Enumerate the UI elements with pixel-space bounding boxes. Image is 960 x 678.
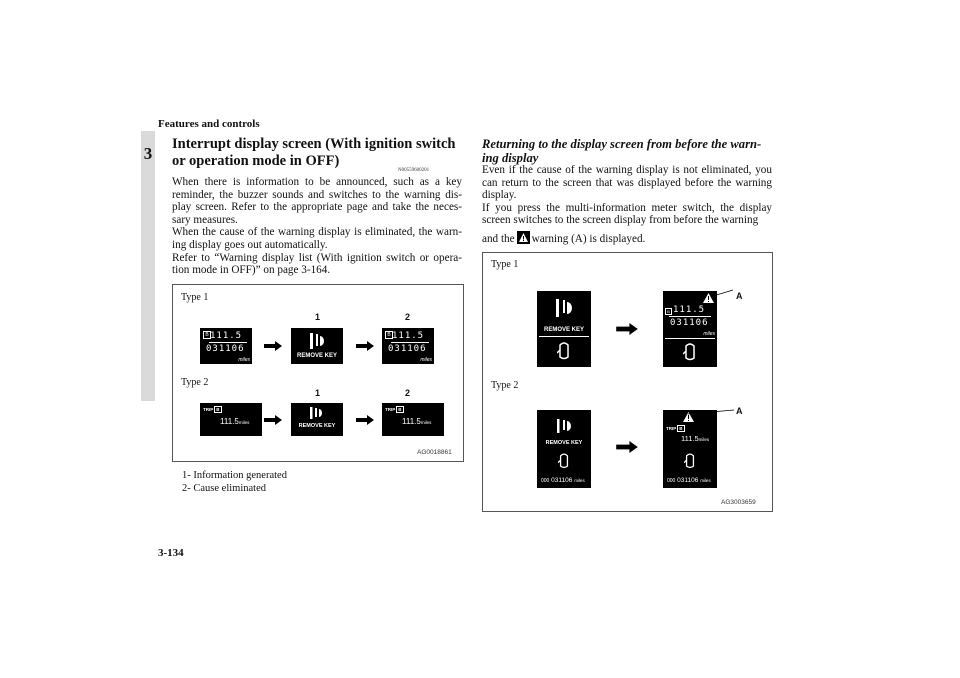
arrow-right-icon xyxy=(264,341,282,351)
car-door-open-icon xyxy=(683,342,697,362)
left-paragraph-3: Refer to “Warning display list (With ignition switch or opera-tion mode in OFF)” on page 3-164. xyxy=(172,251,462,277)
arrow-right-icon xyxy=(615,323,639,335)
trip-value: 111.5miles xyxy=(681,434,710,443)
page-number: 3-134 xyxy=(158,547,184,559)
trip-value: 111.5 xyxy=(392,331,425,341)
figure-code: AG0018861 xyxy=(417,449,452,456)
miles-unit: miles xyxy=(420,357,432,363)
right-paragraph-1: Even if the cause of the warning display is not eliminated, you can return to the screen that was displayed before the warning display. xyxy=(482,164,772,202)
trip-value: 111.5miles xyxy=(220,417,250,426)
chapter-number: 3 xyxy=(143,144,153,163)
key-reminder-icon xyxy=(309,406,325,420)
key-reminder-icon xyxy=(555,417,573,435)
warning-triangle-icon xyxy=(517,231,530,244)
trip-warning-screen xyxy=(663,410,717,488)
callout-leader-line xyxy=(688,408,736,416)
interrupt-figure xyxy=(172,284,464,462)
trip-tag: TRIP B xyxy=(385,407,402,412)
trip-tag: TRIP B xyxy=(666,426,683,431)
trip-screen-restored xyxy=(382,403,444,436)
ref-code: N00559600201 xyxy=(398,168,430,173)
key-reminder-icon xyxy=(308,331,326,351)
odometer-screen-restored xyxy=(382,328,434,364)
right-paragraph-3: and the warning (A) is displayed. xyxy=(482,232,646,245)
odometer-value: 031106 xyxy=(206,344,245,354)
legend-item-2: 2- Cause eliminated xyxy=(182,483,266,494)
trip-b-badge: B xyxy=(385,331,393,339)
callout-a-type1: A xyxy=(736,291,743,301)
divider xyxy=(391,342,429,343)
odometer-warning-screen xyxy=(663,291,717,367)
remove-key-text: REMOVE KEY xyxy=(545,440,583,446)
trip-tag: TRIP B xyxy=(203,407,220,412)
miles-unit: miles xyxy=(703,331,715,337)
figure-code: AG3003659 xyxy=(721,499,756,506)
car-door-open-icon xyxy=(558,452,570,470)
trip-b-badge: B xyxy=(203,331,211,339)
arrow-right-icon xyxy=(264,415,282,425)
remove-key-text: REMOVE KEY xyxy=(298,423,336,429)
type1-label: Type 1 xyxy=(181,292,209,303)
type1-label: Type 1 xyxy=(491,259,519,270)
trip-b-badge: B xyxy=(665,308,672,315)
odometer-line: 000 031106 miles xyxy=(667,477,711,484)
remove-key-screen xyxy=(537,291,591,367)
remove-key-text: REMOVE KEY xyxy=(296,353,337,359)
car-door-open-icon xyxy=(557,341,571,361)
return-figure xyxy=(482,252,773,512)
trip-value: 111.5miles xyxy=(402,417,432,426)
type2-label: Type 2 xyxy=(491,380,519,391)
arrow-right-icon xyxy=(356,341,374,351)
trip-value: 111.5 xyxy=(673,305,706,315)
section-header: Features and controls xyxy=(158,118,260,130)
callout-2-type2: 2 xyxy=(405,388,411,398)
odometer-value: 031106 xyxy=(388,344,427,354)
divider xyxy=(539,336,589,337)
remove-key-screen xyxy=(291,328,343,364)
odometer-line: 000 031106 miles xyxy=(541,477,585,484)
figure-legend xyxy=(182,469,287,495)
remove-key-screen xyxy=(291,403,343,436)
odometer-screen xyxy=(200,328,252,364)
remove-key-text: REMOVE KEY xyxy=(543,327,584,333)
trip-screen xyxy=(200,403,262,436)
callout-1-type1: 1 xyxy=(315,312,321,322)
arrow-right-icon xyxy=(356,415,374,425)
right-paragraph-2: If you press the multi-information meter switch, the display screen switches to the screen display from before the warning xyxy=(482,201,772,227)
type2-label: Type 2 xyxy=(181,377,209,388)
legend-item-1: 1- Information generated xyxy=(182,470,287,481)
left-heading: Interrupt display screen (With ignition switch or operation mode in OFF) xyxy=(172,136,456,169)
right-body xyxy=(482,164,772,246)
key-reminder-icon xyxy=(554,297,574,319)
divider xyxy=(669,316,711,317)
chapter-tab xyxy=(141,131,155,401)
right-heading: Returning to the display screen from before the warn-ing display xyxy=(482,137,762,165)
remove-key-screen xyxy=(537,410,591,488)
callout-leader-line xyxy=(713,289,735,297)
car-door-open-icon xyxy=(684,452,696,470)
callout-1-type2: 1 xyxy=(315,388,321,398)
arrow-right-icon xyxy=(615,441,639,453)
trip-value: 111.5 xyxy=(210,331,243,341)
callout-a-type2: A xyxy=(736,406,743,416)
miles-unit: miles xyxy=(238,357,250,363)
callout-2-type1: 2 xyxy=(405,312,411,322)
left-paragraph-1: When there is information to be announced, such as a key reminder, the buzzer sounds and switches to the warning dis-play screen. Refer to the appropriate page and take the neces-sary measures. xyxy=(172,176,462,226)
divider xyxy=(665,338,715,339)
odometer-value: 031106 xyxy=(670,318,709,328)
left-body xyxy=(172,176,462,277)
left-paragraph-2: When the cause of the warning display is eliminated, the warn-ing display goes out automatically. xyxy=(172,226,462,251)
divider xyxy=(209,342,247,343)
